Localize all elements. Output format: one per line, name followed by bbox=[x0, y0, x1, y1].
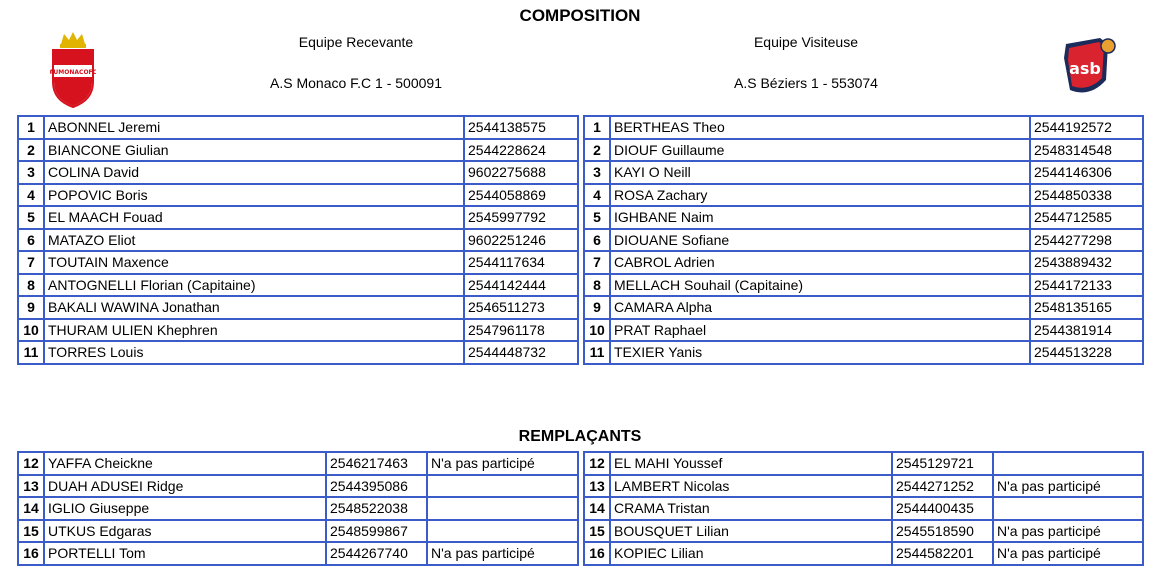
away-team-name: A.S Béziers 1 - 553074 bbox=[734, 75, 878, 91]
away-player-name: DIOUANE Sofiane bbox=[610, 229, 1030, 252]
table-row bbox=[18, 251, 1143, 274]
away-player-name: DIOUF Guillaume bbox=[610, 139, 1030, 162]
home-player-number: 7 bbox=[18, 251, 44, 274]
away-player-license: 2548314548 bbox=[1030, 139, 1143, 162]
home-player-number: 11 bbox=[18, 341, 44, 364]
away-player-name: ROSA Zachary bbox=[610, 184, 1030, 207]
monaco-logo-text: AUMONACOFC bbox=[50, 69, 96, 76]
away-player-license: 2544513228 bbox=[1030, 341, 1143, 364]
home-player-name: BAKALI WAWINA Jonathan bbox=[44, 296, 464, 319]
home-player-name: TOUTAIN Maxence bbox=[44, 251, 464, 274]
home-player-name: BIANCONE Giulian bbox=[44, 139, 464, 162]
home-player-license: 2544058869 bbox=[464, 184, 578, 207]
away-player-number: 9 bbox=[584, 296, 610, 319]
away-player-name: CABROL Adrien bbox=[610, 251, 1030, 274]
home-player-license: 2544138575 bbox=[464, 116, 578, 139]
away-player-number: 6 bbox=[584, 229, 610, 252]
away-player-name: MELLACH Souhail (Capitaine) bbox=[610, 274, 1030, 297]
away-player-number: 10 bbox=[584, 319, 610, 342]
home-sub-license: 2544267740 bbox=[326, 542, 427, 565]
home-player-license: 2544448732 bbox=[464, 341, 578, 364]
away-player-license: 2544146306 bbox=[1030, 161, 1143, 184]
home-player-license: 2547961178 bbox=[464, 319, 578, 342]
away-player-number: 4 bbox=[584, 184, 610, 207]
away-sub-name: KOPIEC Lilian bbox=[610, 542, 892, 565]
home-sub-note: N'a pas participé bbox=[427, 542, 578, 565]
home-sub-number: 12 bbox=[18, 452, 44, 475]
away-sub-note: N'a pas participé bbox=[993, 542, 1143, 565]
away-player-name: TEXIER Yanis bbox=[610, 341, 1030, 364]
home-player-number: 8 bbox=[18, 274, 44, 297]
table-row bbox=[18, 475, 1143, 498]
home-sub-note bbox=[427, 497, 578, 520]
home-sub-number: 13 bbox=[18, 475, 44, 498]
home-sub-name: UTKUS Edgaras bbox=[44, 520, 326, 543]
home-sub-license: 2548599867 bbox=[326, 520, 427, 543]
away-team-label: Equipe Visiteuse bbox=[753, 34, 859, 50]
away-sub-note bbox=[993, 452, 1143, 475]
away-player-license: 2543889432 bbox=[1030, 251, 1143, 274]
home-player-name: COLINA David bbox=[44, 161, 464, 184]
away-sub-license: 2544271252 bbox=[892, 475, 993, 498]
away-player-number: 5 bbox=[584, 206, 610, 229]
home-player-number: 2 bbox=[18, 139, 44, 162]
home-player-license: 2544142444 bbox=[464, 274, 578, 297]
page-title: COMPOSITION bbox=[519, 6, 641, 25]
home-sub-license: 2548522038 bbox=[326, 497, 427, 520]
away-sub-note: N'a pas participé bbox=[993, 520, 1143, 543]
home-team-name: A.S Monaco F.C 1 - 500091 bbox=[270, 75, 442, 91]
home-sub-note: N'a pas participé bbox=[427, 452, 578, 475]
away-sub-license: 2544400435 bbox=[892, 497, 993, 520]
away-sub-name: BOUSQUET Lilian bbox=[610, 520, 892, 543]
home-sub-name: DUAH ADUSEI Ridge bbox=[44, 475, 326, 498]
away-sub-name: CRAMA Tristan bbox=[610, 497, 892, 520]
home-player-license: 2546511273 bbox=[464, 296, 578, 319]
away-sub-note: N'a pas participé bbox=[993, 475, 1143, 498]
table-row bbox=[18, 296, 1143, 319]
home-player-license: 2544117634 bbox=[464, 251, 578, 274]
home-player-name: THURAM ULIEN Khephren bbox=[44, 319, 464, 342]
away-player-name: BERTHEAS Theo bbox=[610, 116, 1030, 139]
away-player-license: 2544172133 bbox=[1030, 274, 1143, 297]
home-player-license: 9602275688 bbox=[464, 161, 578, 184]
home-player-license: 2545997792 bbox=[464, 206, 578, 229]
table-row bbox=[18, 161, 1143, 184]
away-sub-number: 16 bbox=[584, 542, 610, 565]
home-player-number: 5 bbox=[18, 206, 44, 229]
home-player-name: MATAZO Eliot bbox=[44, 229, 464, 252]
home-sub-license: 2544395086 bbox=[326, 475, 427, 498]
home-player-number: 1 bbox=[18, 116, 44, 139]
home-player-number: 9 bbox=[18, 296, 44, 319]
substitutes-table bbox=[17, 451, 1144, 566]
table-row bbox=[18, 497, 1143, 520]
away-player-name: PRAT Raphael bbox=[610, 319, 1030, 342]
away-player-name: KAYI O Neill bbox=[610, 161, 1030, 184]
home-sub-number: 14 bbox=[18, 497, 44, 520]
away-player-name: IGHBANE Naim bbox=[610, 206, 1030, 229]
home-player-name: EL MAACH Fouad bbox=[44, 206, 464, 229]
away-player-number: 7 bbox=[584, 251, 610, 274]
monaco-logo bbox=[50, 32, 96, 108]
away-player-license: 2544381914 bbox=[1030, 319, 1143, 342]
home-player-name: ANTOGNELLI Florian (Capitaine) bbox=[44, 274, 464, 297]
home-player-name: POPOVIC Boris bbox=[44, 184, 464, 207]
table-row bbox=[18, 274, 1143, 297]
away-sub-name: LAMBERT Nicolas bbox=[610, 475, 892, 498]
table-row bbox=[18, 452, 1143, 475]
home-sub-name: IGLIO Giuseppe bbox=[44, 497, 326, 520]
away-sub-name: EL MAHI Youssef bbox=[610, 452, 892, 475]
away-sub-number: 15 bbox=[584, 520, 610, 543]
away-player-license: 2544850338 bbox=[1030, 184, 1143, 207]
away-player-license: 2544192572 bbox=[1030, 116, 1143, 139]
away-sub-license: 2545129721 bbox=[892, 452, 993, 475]
starters-table bbox=[17, 115, 1144, 365]
home-sub-note bbox=[427, 520, 578, 543]
away-player-license: 2544277298 bbox=[1030, 229, 1143, 252]
table-row bbox=[18, 319, 1143, 342]
home-team-label: Equipe Recevante bbox=[298, 34, 414, 50]
home-sub-note bbox=[427, 475, 578, 498]
table-row bbox=[18, 341, 1143, 364]
away-player-number: 1 bbox=[584, 116, 610, 139]
away-sub-number: 12 bbox=[584, 452, 610, 475]
table-row bbox=[18, 229, 1143, 252]
home-player-number: 3 bbox=[18, 161, 44, 184]
home-player-number: 6 bbox=[18, 229, 44, 252]
home-sub-name: YAFFA Cheickne bbox=[44, 452, 326, 475]
home-player-name: ABONNEL Jeremi bbox=[44, 116, 464, 139]
away-sub-note bbox=[993, 497, 1143, 520]
home-player-license: 2544228624 bbox=[464, 139, 578, 162]
home-player-name: TORRES Louis bbox=[44, 341, 464, 364]
away-sub-license: 2545518590 bbox=[892, 520, 993, 543]
away-player-number: 2 bbox=[584, 139, 610, 162]
home-player-number: 10 bbox=[18, 319, 44, 342]
table-row bbox=[18, 116, 1143, 139]
home-player-number: 4 bbox=[18, 184, 44, 207]
away-sub-license: 2544582201 bbox=[892, 542, 993, 565]
beziers-logo-text: asb bbox=[1069, 59, 1101, 78]
away-player-license: 2544712585 bbox=[1030, 206, 1143, 229]
beziers-logo bbox=[1060, 34, 1120, 100]
away-player-number: 3 bbox=[584, 161, 610, 184]
table-row bbox=[18, 542, 1143, 565]
home-sub-number: 15 bbox=[18, 520, 44, 543]
substitutes-title: REMPLAÇANTS bbox=[518, 428, 642, 445]
away-sub-number: 14 bbox=[584, 497, 610, 520]
away-sub-number: 13 bbox=[584, 475, 610, 498]
table-row bbox=[18, 206, 1143, 229]
away-player-number: 11 bbox=[584, 341, 610, 364]
table-row bbox=[18, 184, 1143, 207]
home-player-license: 9602251246 bbox=[464, 229, 578, 252]
table-row bbox=[18, 139, 1143, 162]
away-player-number: 8 bbox=[584, 274, 610, 297]
home-sub-number: 16 bbox=[18, 542, 44, 565]
table-row bbox=[18, 520, 1143, 543]
away-player-name: CAMARA Alpha bbox=[610, 296, 1030, 319]
home-sub-name: PORTELLI Tom bbox=[44, 542, 326, 565]
away-player-license: 2548135165 bbox=[1030, 296, 1143, 319]
home-sub-license: 2546217463 bbox=[326, 452, 427, 475]
